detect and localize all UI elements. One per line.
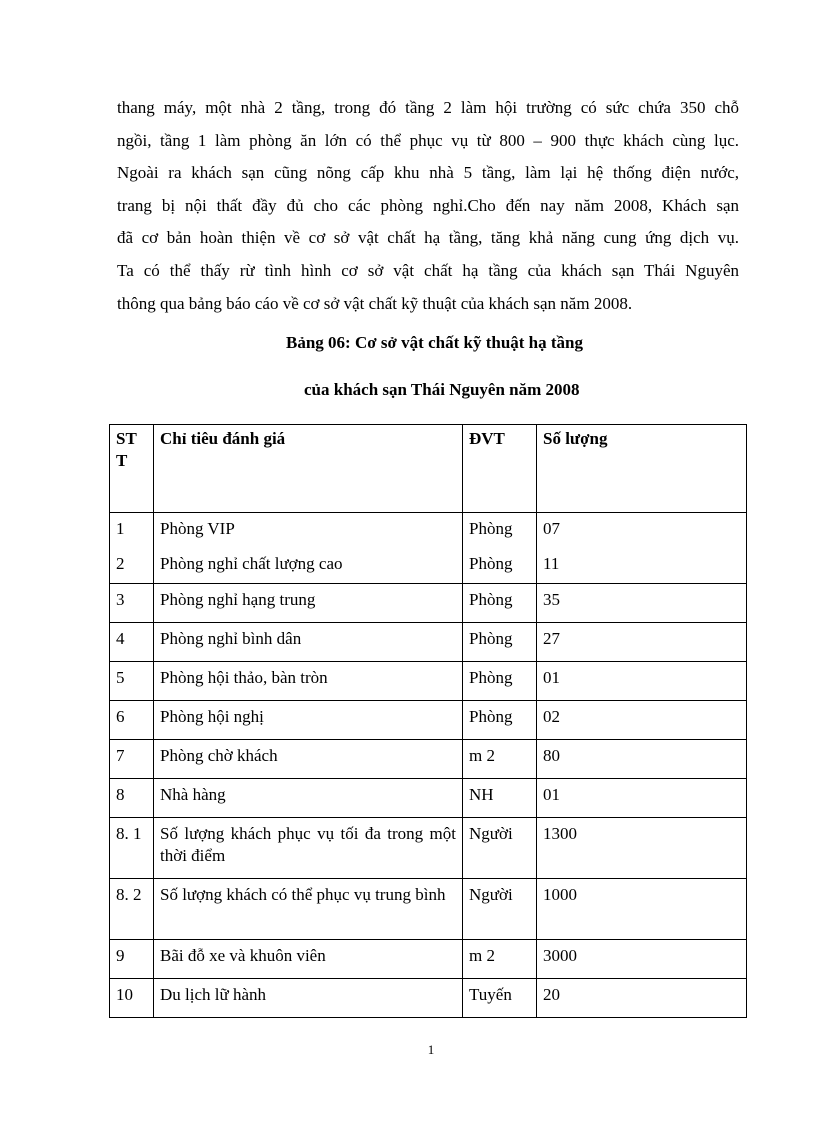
row-unit: Phòng Phòng [463,513,537,584]
row-unit: Người [463,818,537,879]
row-criteria: Số lượng khách có thể phục vụ trung bình [154,879,463,940]
row-unit: m 2 [463,740,537,779]
row-unit: Phòng [463,584,537,623]
row-unit: Phòng [463,623,537,662]
row-criteria: Nhà hàng [154,779,463,818]
paragraph-line: trang bị nội thất đầy đủ cho các phòng nghỉ.Cho đến nay năm 2008, Khách sạn [117,195,739,215]
row-stt: 10 [110,979,154,1018]
row-unit: Phòng [463,701,537,740]
row-unit: NH [463,779,537,818]
row-criteria: Phòng VIP Phòng nghỉ chất lượng cao [154,513,463,584]
row-quantity: 1000 [537,879,747,940]
paragraph-line: Ta có thể thấy rừ tình hình cơ sở vật chất hạ tầng của khách sạn Thái Nguyên [117,260,739,280]
row-quantity: 3000 [537,940,747,979]
row-stt: 8. 2 [110,879,154,940]
row-stt: 7 [110,740,154,779]
row-quantity: 20 [537,979,747,1018]
table-row [110,879,747,940]
header-criteria: Chỉ tiêu đánh giá [154,425,463,513]
row-criteria: Số lượng khách phục vụ tối đa trong một thời điểm [154,818,463,879]
table-row [110,779,747,818]
row-quantity: 35 [537,584,747,623]
table-row [110,940,747,979]
table-row [110,662,747,701]
table-row [110,584,747,623]
row-criteria: Phòng nghỉ hạng trung [154,584,463,623]
paragraph-line: thông qua bảng báo cáo về cơ sở vật chất kỹ thuật của khách sạn năm 2008. [117,293,633,313]
row-stt: 3 [110,584,154,623]
paragraph-line: Ngoài ra khách sạn cũng nõng cấp khu nhà 5 tầng, làm lại hệ thống điện nước, [117,163,739,183]
row-quantity: 07 11 [537,513,747,584]
table-row [110,513,747,584]
paragraph-line: thang máy, một nhà 2 tầng, trong đó tầng 2 làm hội trường có sức chứa 350 chỗ [117,98,739,117]
facilities-table [109,424,747,1018]
row-stt: 9 [110,940,154,979]
table-caption-title: Bảng 06: Cơ sở vật chất kỹ thuật hạ tầng [286,333,584,352]
row-quantity: 1300 [537,818,747,879]
row-quantity: 27 [537,623,747,662]
table-row [110,818,747,879]
table-row [110,701,747,740]
row-criteria: Phòng hội nghị [154,701,463,740]
header-stt: ST T [110,425,154,513]
row-stt: 1 2 [110,513,154,584]
row-unit: Phòng [463,662,537,701]
row-stt: 8 [110,779,154,818]
table-caption-subtitle: của khách sạn Thái Nguyên năm 2008 [304,380,580,399]
row-unit: m 2 [463,940,537,979]
row-quantity: 80 [537,740,747,779]
table-header-row [110,425,747,513]
row-criteria: Du lịch lữ hành [154,979,463,1018]
paragraph-line: đã cơ bản hoàn thiện về cơ sở vật chất hạ tầng, tăng khả năng cung ứng dịch vụ. [117,228,739,248]
table-row [110,623,747,662]
row-unit: Người [463,879,537,940]
row-quantity: 02 [537,701,747,740]
header-unit: ĐVT [463,425,537,513]
row-stt: 8. 1 [110,818,154,879]
row-criteria: Bãi đỗ xe và khuôn viên [154,940,463,979]
body-paragraph [117,92,739,320]
header-quantity: Số lượng [537,425,747,513]
row-stt: 5 [110,662,154,701]
table-row [110,740,747,779]
row-stt: 4 [110,623,154,662]
row-stt: 6 [110,701,154,740]
row-criteria: Phòng hội thảo, bàn tròn [154,662,463,701]
row-criteria: Phòng nghỉ bình dân [154,623,463,662]
row-unit: Tuyến [463,979,537,1018]
page-number: 1 [427,1042,435,1057]
row-quantity: 01 [537,779,747,818]
table-row [110,979,747,1018]
row-criteria: Phòng chờ khách [154,740,463,779]
paragraph-line: ngồi, tầng 1 làm phòng ăn lớn có thể phục vụ từ 800 – 900 thực khách cùng lục. [117,130,739,150]
row-quantity: 01 [537,662,747,701]
